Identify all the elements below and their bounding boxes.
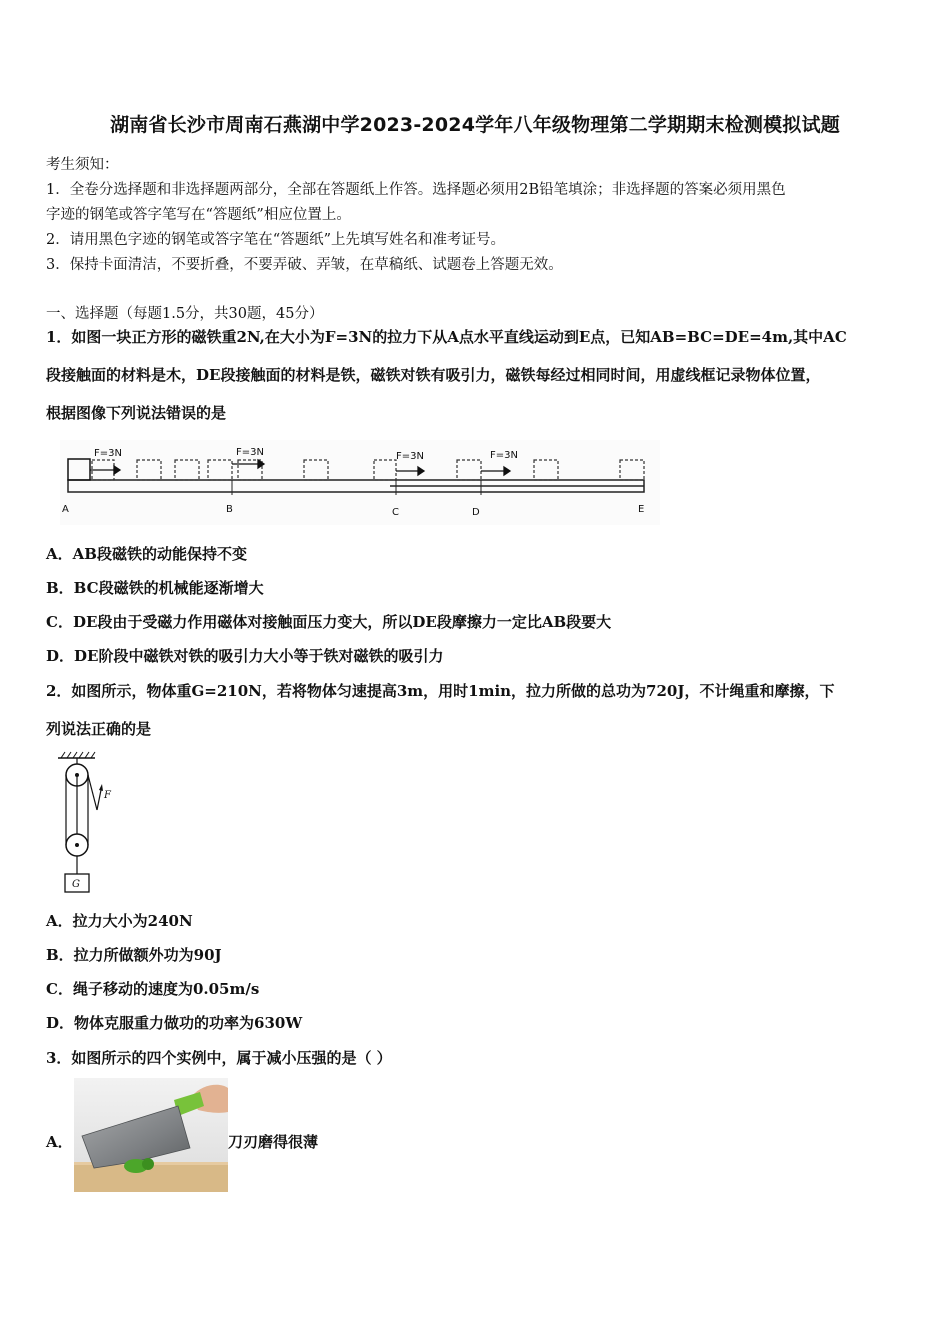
q2-option-d[interactable]: D．物体克服重力做功的功率为630W xyxy=(46,1014,303,1032)
q2-option-c[interactable]: C．绳子移动的速度为0.05m/s xyxy=(46,980,260,998)
force-label: F xyxy=(104,790,111,801)
notice-item-2: 2．请用黑色字迹的钢笔或答字笔在“答题纸”上先填写姓名和准考证号。 xyxy=(46,232,506,248)
force-label-2: F=3N xyxy=(236,447,264,458)
cleaver-photo xyxy=(74,1078,228,1192)
q2-pulley-figure xyxy=(55,750,125,895)
point-label-e: E xyxy=(638,504,645,515)
notice-item-1-line-1: 1．全卷分选择题和非选择题两部分，全部在答题纸上作答。选择题必须用2B铅笔填涂；非选择题的答案必须用黑色 xyxy=(46,182,786,198)
q2-option-b[interactable]: B．拉力所做额外功为90J xyxy=(46,946,222,964)
q2-stem-line-2: 列说法正确的是 xyxy=(46,720,152,738)
q1-stem-line-1: 1．如图一块正方形的磁铁重2N,在大小为F=3N的拉力下从A点水平直线运动到E点，已知AB=BC=DE=4m,其中AC xyxy=(46,328,847,346)
point-label-b: B xyxy=(226,504,233,515)
q1-option-b[interactable]: B．BC段磁铁的机械能逐渐增大 xyxy=(46,579,264,597)
q2-option-a[interactable]: A．拉力大小为240N xyxy=(46,912,193,930)
q3-option-a-text[interactable]: 刀刃磨得很薄 xyxy=(228,1133,319,1151)
q3-option-a-label[interactable]: A． xyxy=(46,1133,73,1151)
q2-stem-line-1: 2．如图所示，物体重G=210N，若将物体匀速提高3m，用时1min，拉力所做的总功为720J，不计绳重和摩擦，下 xyxy=(46,682,835,700)
q1-option-a[interactable]: A．AB段磁铁的动能保持不变 xyxy=(46,545,247,563)
notice-item-1-line-2: 字迹的钢笔或答字笔写在“答题纸”相应位置上。 xyxy=(46,207,351,223)
q1-stem-line-2: 段接触面的材料是木，DE段接触面的材料是铁，磁铁对铁有吸引力，磁铁每经过相同时间，用虚线框记录物体位置， xyxy=(46,366,821,384)
point-label-a: A xyxy=(62,504,69,515)
force-label-4: F=3N xyxy=(490,450,518,461)
notice-heading: 考生须知： xyxy=(46,157,119,173)
q1-option-d[interactable]: D．DE阶段中磁铁对铁的吸引力大小等于铁对磁铁的吸引力 xyxy=(46,647,444,665)
page-title: 湖南省长沙市周南石燕湖中学2023-2024学年八年级物理第二学期期末检测模拟试题 xyxy=(110,114,840,136)
q3-stem: 3．如图所示的四个实例中，属于减小压强的是（ ） xyxy=(46,1049,392,1067)
point-label-c: C xyxy=(392,507,399,518)
force-label-3: F=3N xyxy=(396,451,424,462)
q1-track-figure xyxy=(60,440,660,525)
weight-label: G xyxy=(72,879,80,890)
section-heading: 一、选择题（每题1.5分，共30题，45分） xyxy=(46,306,324,322)
q1-option-c[interactable]: C．DE段由于受磁力作用磁体对接触面压力变大，所以DE段摩擦力一定比AB段要大 xyxy=(46,613,612,631)
q1-stem-line-3: 根据图像下列说法错误的是 xyxy=(46,404,227,422)
notice-item-3: 3．保持卡面清洁，不要折叠，不要弄破、弄皱，在草稿纸、试题卷上答题无效。 xyxy=(46,257,563,273)
point-label-d: D xyxy=(472,507,480,518)
force-label-1: F=3N xyxy=(94,448,122,459)
